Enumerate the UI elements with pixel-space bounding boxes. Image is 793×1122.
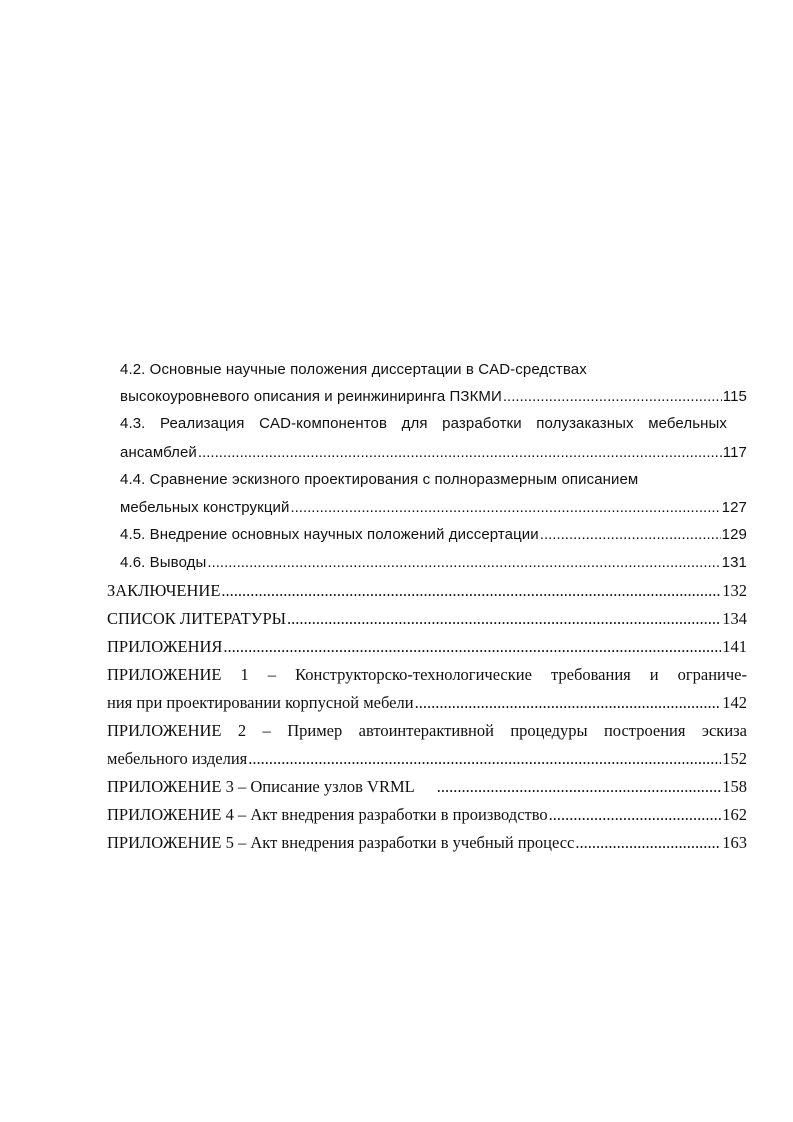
toc-entry-4-5 xyxy=(120,523,747,547)
toc-entry-title: ПРИЛОЖЕНИЕ 5 – Акт внедрения разработки в учебный процесс xyxy=(107,833,575,852)
toc-entry-4-3-line1: 4.3. Реализация CAD-компонентов для разработки полузаказных мебельных xyxy=(120,415,727,432)
toc-entry-4-3-line2: ансамблей xyxy=(120,444,197,461)
toc-entry-title: ЗАКЛЮЧЕНИЕ xyxy=(107,581,221,600)
dot-leader xyxy=(198,441,722,465)
dot-leader xyxy=(415,691,722,715)
toc-page-number: 117 xyxy=(722,444,747,461)
dot-leader xyxy=(549,803,722,827)
toc-entry-title: 4.6. Выводы xyxy=(120,554,207,571)
toc-entry-4-3 xyxy=(120,441,747,465)
toc-page-number: 142 xyxy=(722,693,747,712)
toc-entry-4-2 xyxy=(120,385,747,409)
toc-entry-4-4-line2: мебельных конструкций xyxy=(120,499,290,516)
toc-entry-4-4 xyxy=(120,496,747,520)
toc-entry-title: 4.5. Внедрение основных научных положений диссертации xyxy=(120,526,539,543)
toc-page-number: 132 xyxy=(722,581,747,600)
toc-entry-references xyxy=(107,607,747,631)
toc-entry-app4 xyxy=(107,803,747,827)
dot-leader xyxy=(437,775,722,799)
toc-entry-title: ПРИЛОЖЕНИЯ xyxy=(107,637,223,656)
toc-entry-4-2-line1: 4.2. Основные научные положения диссертации в CAD-средствах xyxy=(120,361,587,378)
dot-leader xyxy=(575,831,721,855)
toc-page-number: 134 xyxy=(722,609,747,628)
toc-entry-title: ПРИЛОЖЕНИЕ 4 – Акт внедрения разработки в производство xyxy=(107,805,548,824)
toc-entry-app5 xyxy=(107,831,747,855)
dot-leader xyxy=(207,551,720,575)
dot-leader xyxy=(290,496,720,520)
toc-entry-appendices xyxy=(107,635,747,659)
toc-page-number: 163 xyxy=(722,833,747,852)
toc-entry-app1-line1: ПРИЛОЖЕНИЕ 1 – Конструкторско-технологические требования и ограниче- xyxy=(107,665,747,684)
toc-page-number: 115 xyxy=(722,388,747,405)
toc-entry-4-6 xyxy=(120,551,747,575)
toc-page-number: 162 xyxy=(722,805,747,824)
dot-leader xyxy=(287,607,721,631)
toc-entry-conclusion xyxy=(107,579,747,603)
dot-leader xyxy=(223,635,721,659)
toc-entry-app2 xyxy=(107,747,747,771)
dot-leader xyxy=(221,579,721,603)
toc-page-number: 131 xyxy=(721,554,747,571)
toc-entry-4-2-line2: высокоуровневого описания и реинжиниринга ПЗКМИ xyxy=(120,388,502,405)
toc-entry-app2-line2: мебельного изделия xyxy=(107,749,248,768)
toc-entry-app2-line1: ПРИЛОЖЕНИЕ 2 – Пример автоинтерактивной процедуры построения эскиза xyxy=(107,721,747,740)
toc-entry-app3 xyxy=(107,775,747,799)
dot-leader xyxy=(540,523,721,547)
dot-leader xyxy=(503,385,722,409)
toc-page-number: 152 xyxy=(722,749,747,768)
toc-entry-app1-line2: ния при проектировании корпусной мебели xyxy=(107,693,414,712)
toc-page-number: 129 xyxy=(721,526,747,543)
toc-page-number: 127 xyxy=(721,499,747,516)
toc-entry-4-4-line1: 4.4. Сравнение эскизного проектирования с полноразмерным описанием xyxy=(120,471,639,488)
toc-entry-title: ПРИЛОЖЕНИЕ 3 – Описание узлов VRML xyxy=(107,777,415,796)
toc-page-number: 158 xyxy=(722,777,747,796)
toc-entry-app1 xyxy=(107,691,747,715)
toc-entry-title: СПИСОК ЛИТЕРАТУРЫ xyxy=(107,609,287,628)
toc-page-number: 141 xyxy=(722,637,747,656)
dot-leader xyxy=(248,747,721,771)
